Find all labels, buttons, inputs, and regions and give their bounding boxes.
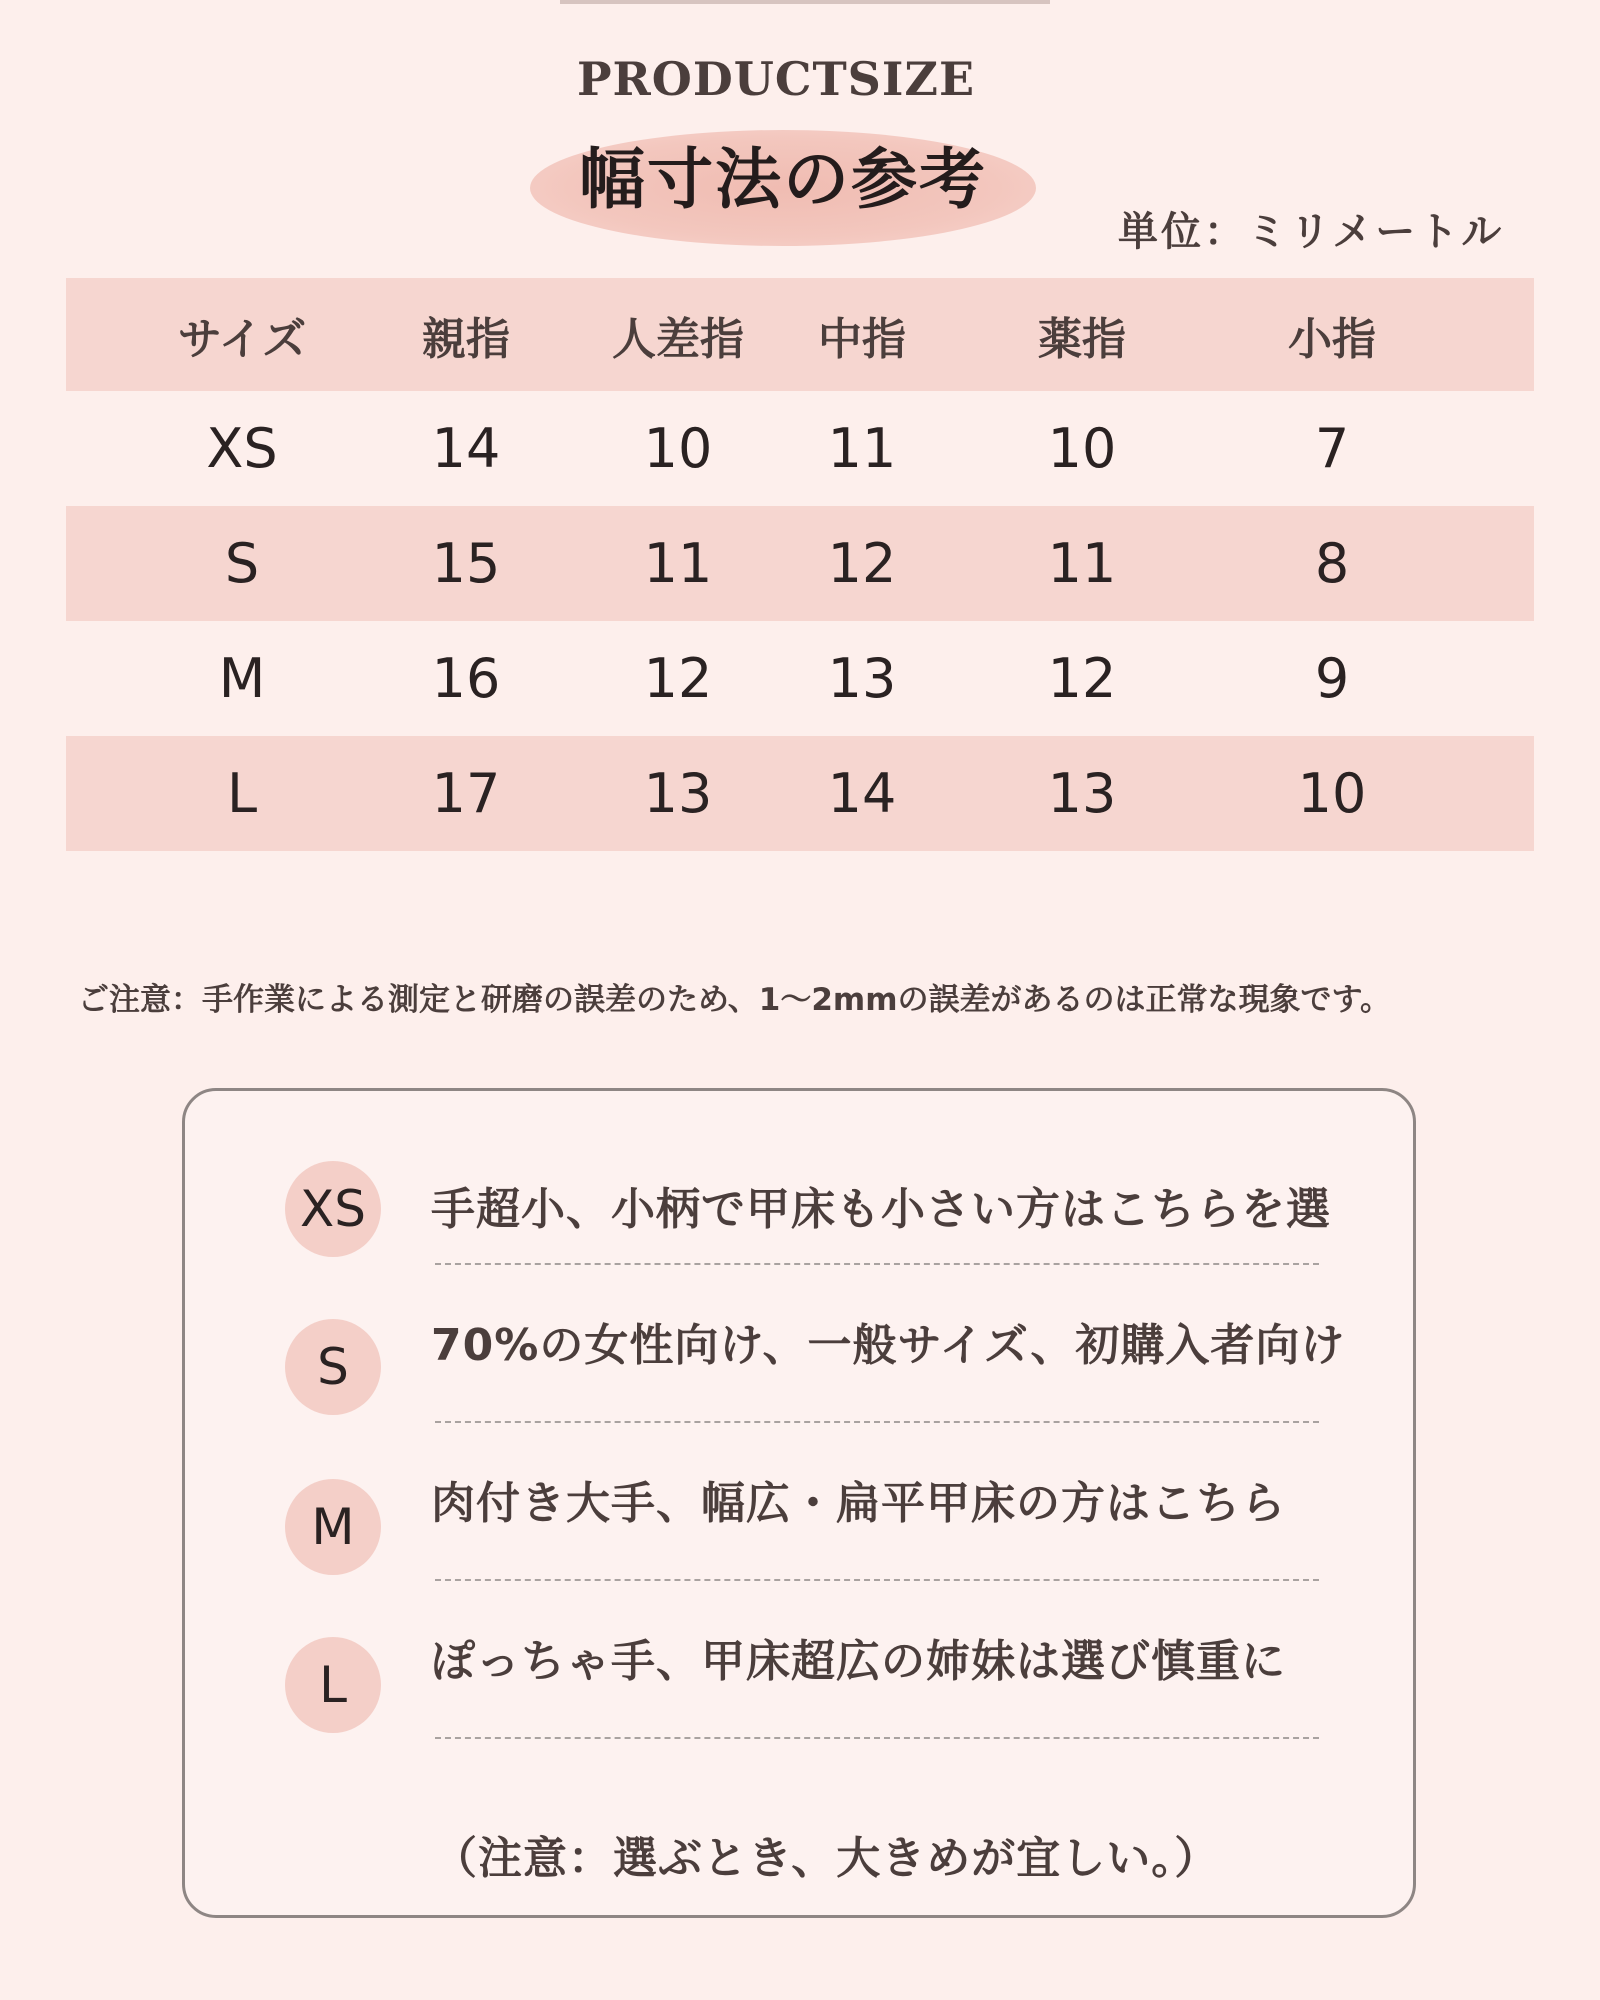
table-cell: 8 — [1314, 532, 1350, 595]
table-header-cell: 小指 — [1288, 313, 1376, 365]
table-cell: 16 — [431, 647, 501, 710]
guide-item-text: 肉付き大手、幅広・扁平甲床の方はこちら — [431, 1478, 1286, 1529]
guide-item-xs — [185, 1161, 1419, 1291]
table-cell: 7 — [1314, 417, 1350, 480]
guide-footer-note: （注意：選ぶとき、大きめが宜しい。） — [433, 1833, 1220, 1884]
size-badge: M — [285, 1479, 381, 1575]
table-header-cell: 親指 — [422, 313, 510, 365]
table-cell: 15 — [431, 532, 501, 595]
dashed-divider — [435, 1263, 1319, 1265]
table-cell: 10 — [1297, 762, 1367, 825]
table-cell: 11 — [643, 532, 713, 595]
table-cell: 10 — [1047, 417, 1117, 480]
table-row — [66, 736, 1534, 851]
guide-item-m — [185, 1479, 1419, 1609]
measurement-note: ご注意：手作業による測定と研磨の誤差のため、1～2mmの誤差があるのは正常な現象です。 — [78, 982, 1392, 1018]
dashed-divider — [435, 1737, 1319, 1739]
guide-item-text: 70%の女性向け、一般サイズ、初購入者向け — [431, 1320, 1346, 1371]
size-badge: L — [285, 1637, 381, 1733]
size-badge: XS — [285, 1161, 381, 1257]
page-title: 幅寸法の参考 — [579, 141, 987, 218]
table-cell: 14 — [827, 762, 897, 825]
table-header-row — [66, 278, 1534, 391]
table-cell: M — [218, 647, 266, 710]
table-cell: 12 — [643, 647, 713, 710]
table-cell: XS — [206, 417, 278, 480]
table-cell: 17 — [431, 762, 501, 825]
table-row — [66, 621, 1534, 736]
table-cell: 10 — [643, 417, 713, 480]
guide-item-s — [185, 1319, 1419, 1449]
table-cell: 13 — [643, 762, 713, 825]
table-header-cell: 中指 — [818, 313, 906, 365]
unit-label: 単位：ミリメートル — [1118, 209, 1505, 255]
size-badge: S — [285, 1319, 381, 1415]
top-divider — [560, 0, 1050, 4]
table-cell: 11 — [827, 417, 897, 480]
guide-item-text: 手超小、小柄で甲床も小さい方はこちらを選 — [431, 1184, 1331, 1235]
product-size-label: PRODUCTSIZE — [576, 52, 976, 106]
table-cell: 11 — [1047, 532, 1117, 595]
table-cell: 12 — [827, 532, 897, 595]
table-cell: 14 — [431, 417, 501, 480]
table-cell: L — [226, 762, 258, 825]
dashed-divider — [435, 1579, 1319, 1581]
size-guide-box — [182, 1088, 1416, 1918]
table-cell: 13 — [827, 647, 897, 710]
table-header-cell: 人差指 — [612, 313, 744, 365]
table-row — [66, 391, 1534, 506]
guide-item-text: ぽっちゃ手、甲床超広の姉妹は選び慎重に — [431, 1636, 1286, 1687]
table-header-cell: 薬指 — [1038, 313, 1126, 365]
size-table — [66, 278, 1534, 851]
guide-item-l — [185, 1637, 1419, 1767]
table-header-cell: サイズ — [177, 313, 307, 365]
table-row — [66, 506, 1534, 621]
table-cell: S — [224, 532, 260, 595]
table-cell: 12 — [1047, 647, 1117, 710]
table-cell: 9 — [1314, 647, 1350, 710]
table-cell: 13 — [1047, 762, 1117, 825]
dashed-divider — [435, 1421, 1319, 1423]
